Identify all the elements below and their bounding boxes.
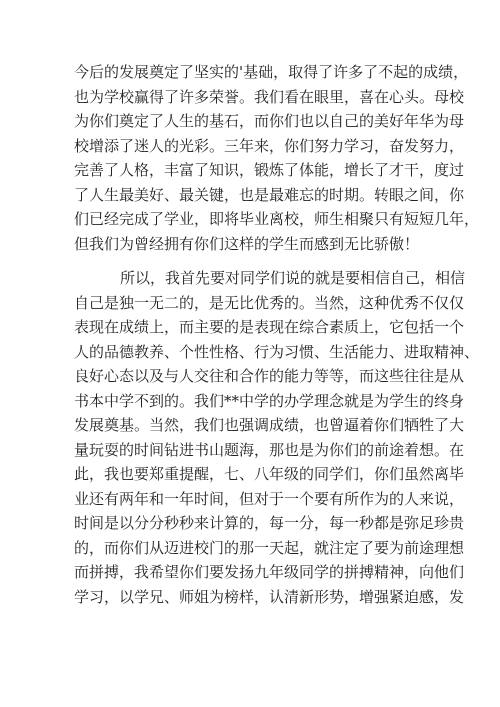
text-line: 的，而你们从迈进校门的那一天起，就注定了要为前途理想 [74, 538, 465, 557]
paragraph-2 [74, 266, 480, 609]
text-line: 今后的发展奠定了坚实的'基础，取得了许多了不起的成绩， [74, 63, 469, 81]
text-line: 此，我也要郑重提醒，七、八年级的同学们，你们虽然离毕 [74, 465, 465, 483]
text-line: 业还有两年和一年时间，但对于一个要有所作为的人来说， [74, 489, 465, 508]
text-line: 而拼搏，我希望你们要发扬九年级同学的拼搏精神，向他们 [74, 563, 465, 581]
text-line: 表现在成绩上，而主要的是表现在综合素质上，它包括一个 [74, 318, 465, 336]
text-line: 良好心态以及与人交往和合作的能力等等，而这些往往是从 [74, 367, 465, 385]
text-line: 校增添了迷人的光彩。三年来，你们努力学习，奋发努力， [74, 136, 465, 155]
text-line: 书本中学不到的。我们**中学的办学理念就是为学生的终身 [74, 391, 465, 410]
text-line: 量玩耍的时间钻进书山题海，那也是为你们的前途着想。在 [74, 440, 465, 459]
text-line: 人的品德教养、个性性格、行为习惯、生活能力、进取精神、 [74, 342, 480, 361]
text-line: 也为学校赢得了许多荣誉。我们看在眼里，喜在心头。母校 [74, 87, 465, 106]
text-line: 自己是独一无二的，是无比优秀的。当然，这种优秀不仅仅 [74, 293, 465, 312]
text-line: 学习，以学兄、师姐为榜样，认清新形势，增强紧迫感，发 [74, 587, 465, 606]
text-line: 完善了人格，丰富了知识，锻炼了体能，增长了才干，度过 [74, 161, 465, 179]
text-line: 为你们奠定了人生的基石，而你们也以自己的美好年华为母 [74, 112, 465, 130]
text-line: 发展奠基。当然，我们也强调成绩，也曾逼着你们牺牲了大 [74, 416, 465, 434]
paragraph-1 [74, 60, 480, 256]
text-line: 了人生最美好、最关键，也是最难忘的时期。转眼之间，你 [74, 185, 465, 204]
text-line: 所以，我首先要对同学们说的就是要相信自己，相信 [120, 269, 466, 287]
text-line: 们已经完成了学业，即将毕业离校，师生相聚只有短短几年， [74, 210, 480, 228]
text-line: 时间是以分分秒秒来计算的，每一分，每一秒都是弥足珍贵 [74, 514, 465, 532]
text-line: 但我们为曾经拥有你们这样的学生而感到无比骄傲！ [74, 234, 420, 253]
